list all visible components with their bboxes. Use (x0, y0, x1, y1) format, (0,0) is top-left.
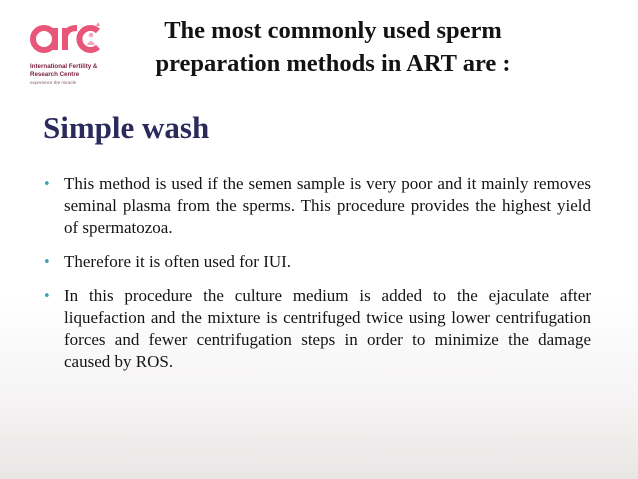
arc-logo-mark (30, 10, 110, 62)
section-heading: Simple wash (43, 110, 210, 145)
bullet-text: In this procedure the culture medium is added to the ejaculate after liquefaction and the mixture is centrifuged twice using lower centrifugation forces and fewer centrifugation steps in order to minimize the damage caused by ROS. (64, 286, 591, 371)
bullet-item (43, 251, 591, 273)
slide-title-line2: preparation methods in ART are : (155, 50, 511, 77)
logo-name-line2: Research Centre (30, 71, 80, 78)
bullet-list (43, 173, 591, 385)
bullet-text: Therefore it is often used for IUI. (64, 252, 292, 271)
arc-logo (30, 10, 110, 100)
bullet-item (43, 173, 591, 239)
slide-title-line1: The most commonly used sperm (164, 17, 502, 44)
logo-name-line1: International Fertility & (30, 63, 98, 70)
bullet-icon: • (43, 289, 51, 304)
bullet-item (43, 285, 591, 373)
bullet-icon: • (43, 255, 51, 270)
bullet-text: This method is used if the semen sample is very poor and it mainly removes seminal plasma from the sperms. This procedure provides the highest yield of spermatozoa. (64, 174, 591, 237)
logo-tagline: experience the miracle (30, 80, 77, 85)
slide-title (118, 14, 548, 80)
bullet-icon: • (43, 177, 51, 192)
